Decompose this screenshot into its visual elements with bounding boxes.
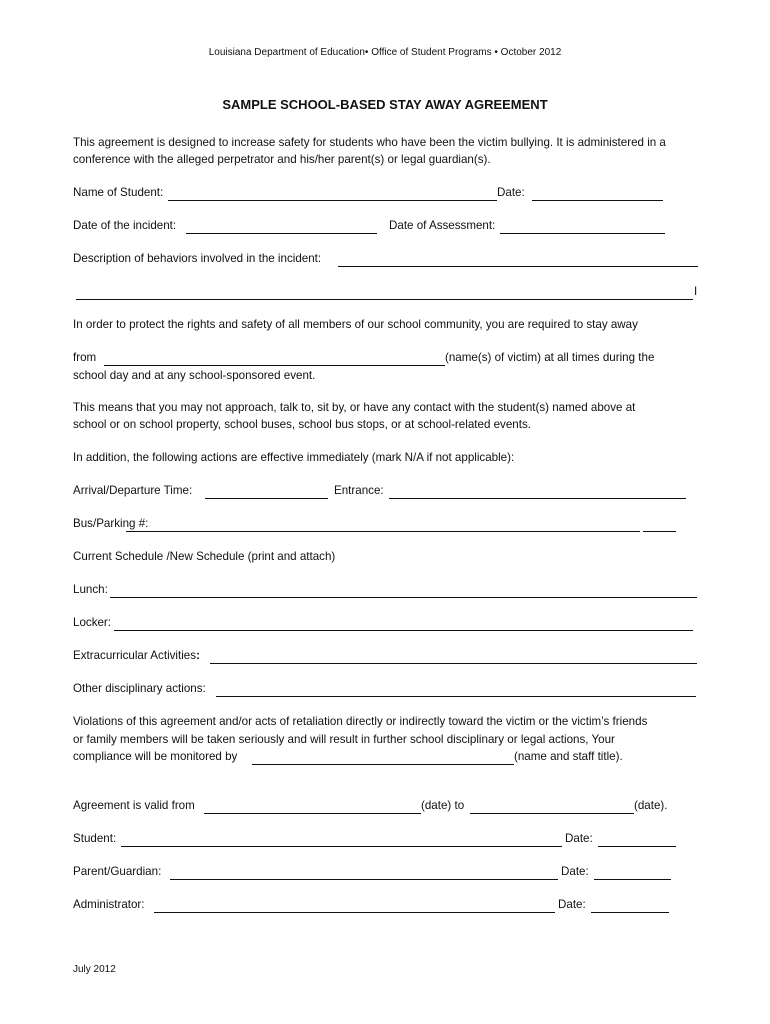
locker-field[interactable] [114,616,693,631]
student-date-label: Date: [565,832,593,845]
student-sign-label: Student: [73,832,117,845]
violations-suffix: (name and staff title). [514,750,623,763]
protect-text: In order to protect the rights and safety of all members of our school community, you are required to stay away [73,318,638,331]
addition-text: In addition, the following actions are effective immediately (mark N/A if not applicable): [73,451,515,464]
student-date-field[interactable] [598,832,676,847]
from-label: from [73,351,97,364]
date-field[interactable] [532,186,663,201]
line-end-mark: I [694,285,698,298]
date-of-assessment-label: Date of Assessment: [389,219,496,232]
parent-sign-label: Parent/Guardian: [73,865,162,878]
date-label: Date: [497,186,525,199]
victim-name-field[interactable] [104,351,445,366]
valid-mid: (date) to [421,799,465,812]
means-line-1: This means that you may not approach, talk to, sit by, or have any contact with the student(s) named above at [73,401,636,414]
description-field-line-2[interactable] [76,285,693,300]
description-field[interactable] [338,252,698,267]
other-label: Other disciplinary actions: [73,682,206,695]
violations-line-2: or family members will be taken seriously and will result in further school disciplinary or legal actions, Your [73,733,615,746]
date-of-incident-label: Date of the incident: [73,219,177,232]
date-of-incident-field[interactable] [186,219,377,234]
valid-to-field[interactable] [470,799,634,814]
valid-from-field[interactable] [204,799,421,814]
admin-sign-field[interactable] [154,898,555,913]
description-label: Description of behaviors involved in the incident: [73,252,322,265]
arrival-label: Arrival/Departure Time: [73,484,193,497]
valid-label: Agreement is valid from [73,799,195,812]
name-of-student-field[interactable] [168,186,497,201]
schedule-label: Current Schedule /New Schedule (print and attach) [73,550,336,563]
bus-label: Bus/Parking #: [73,517,149,530]
footer-date: July 2012 [73,964,116,975]
parent-date-label: Date: [561,865,589,878]
monitor-field[interactable] [252,750,514,765]
arrival-field[interactable] [205,484,328,499]
from-line-2: school day and at any school-sponsored event. [73,369,316,382]
document-title: SAMPLE SCHOOL-BASED STAY AWAY AGREEMENT [222,97,548,112]
means-line-2: school or on school property, school buses, school bus stops, or at school-related events. [73,418,531,431]
valid-end: (date). [634,799,668,812]
other-field[interactable] [216,682,696,697]
locker-label: Locker: [73,616,112,629]
entrance-label: Entrance: [334,484,384,497]
bus-field[interactable] [126,517,640,532]
extracurricular-label [73,649,200,663]
student-sign-field[interactable] [121,832,562,847]
extracurricular-text: Extracurricular Activities [73,649,197,662]
violations-line-1: Violations of this agreement and/or acts of retaliation directly or indirectly toward the victim or the victim’s friends [73,715,648,728]
lunch-field[interactable] [110,583,697,598]
bus-field-extra[interactable] [643,517,676,532]
from-suffix: (name(s) of victim) at all times during the [445,351,655,364]
admin-sign-label: Administrator: [73,898,145,911]
document-header: Louisiana Department of Education• Office of Student Programs • October 2012 [208,47,562,58]
intro-line-2: conference with the alleged perpetrator and his/her parent(s) or legal guardian(s). [73,153,491,166]
date-of-assessment-field[interactable] [500,219,665,234]
entrance-field[interactable] [389,484,686,499]
violations-line-3: compliance will be monitored by [73,750,238,763]
intro-line-1: This agreement is designed to increase safety for students who have been the victim bullying. It is administered in a [73,136,666,149]
parent-sign-field[interactable] [170,865,558,880]
extracurricular-colon: : [196,649,200,662]
lunch-label: Lunch: [73,583,108,596]
admin-date-field[interactable] [591,898,669,913]
parent-date-field[interactable] [594,865,671,880]
extracurricular-field[interactable] [210,649,697,664]
admin-date-label: Date: [558,898,586,911]
name-of-student-label: Name of Student: [73,186,164,199]
